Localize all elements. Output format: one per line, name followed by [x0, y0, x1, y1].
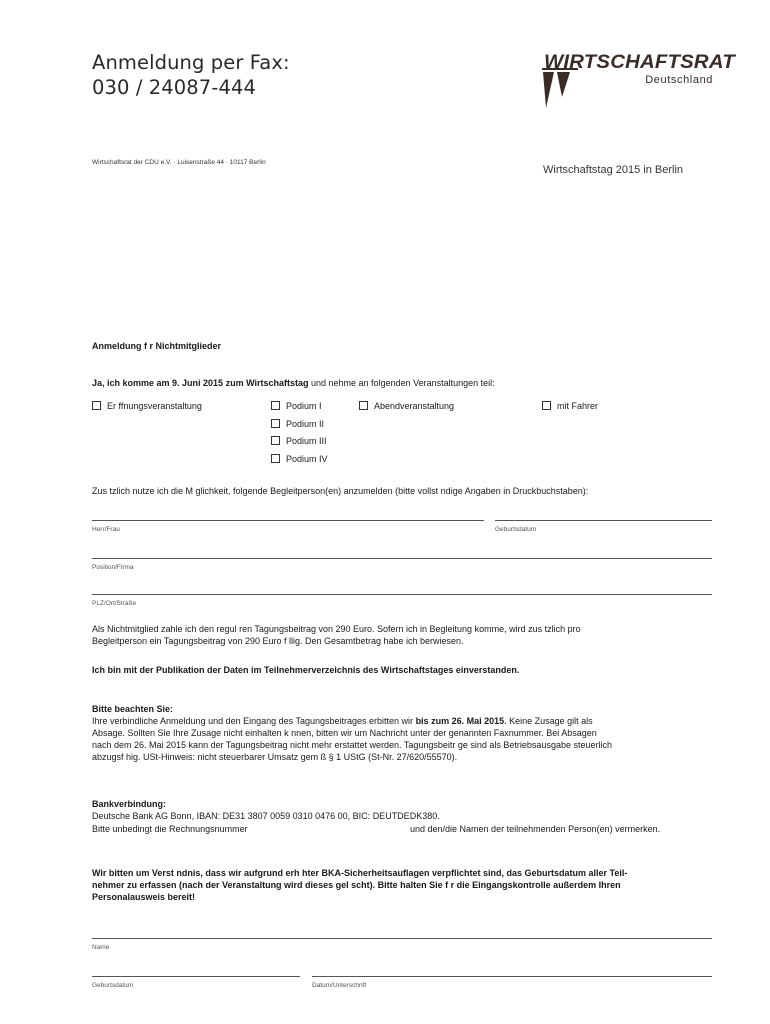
checkbox-fahrer[interactable] [542, 401, 551, 410]
herr-frau-field[interactable] [92, 520, 484, 521]
geburtsdatum-label-2: Geburtsdatum [92, 982, 134, 989]
option-podium-1[interactable] [271, 401, 322, 411]
herr-frau-label: Herr/Frau [92, 526, 120, 533]
security-line-3: Personalausweis bereit! [92, 892, 196, 902]
companion-text: Zus tzlich nutze ich die M glichkeit, folgende Begleitperson(en) anzumelden (bitte vollst ndige Angaben in Druckbuchstaben): [92, 486, 589, 496]
plz-label: PLZ/Ort/Straße [92, 600, 137, 607]
datum-unterschrift-label: Datum/Unterschrift [312, 982, 367, 989]
fee-line-2: Begleitperson ein Tagungsbeitrag von 290 Euro f llig. Den Gesamtbetrag habe ich berwiesen. [92, 636, 464, 646]
note-section [92, 703, 612, 763]
fax-number: 030 / 24087-444 [92, 76, 256, 99]
checkbox-abend[interactable] [359, 401, 368, 410]
option-podium-1-label: Podium I [286, 401, 322, 411]
intro-rest: und nehme an folgenden Veranstaltungen teil: [308, 378, 495, 388]
checkbox-eroeffnung[interactable] [92, 401, 101, 410]
bank-section [92, 798, 440, 822]
fax-line-1: Anmeldung per Fax: [92, 51, 290, 74]
option-abend-label: Abendveranstaltung [374, 401, 455, 411]
consent-text: Ich bin mit der Publikation der Daten im Teilnehmerverzeichnis des Wirtschaftstages einverstanden. [92, 665, 520, 675]
position-field[interactable] [92, 558, 712, 559]
note-line-1 [92, 715, 612, 727]
option-podium-2-label: Podium II [286, 419, 325, 429]
option-fahrer[interactable] [542, 401, 598, 411]
plz-field[interactable] [92, 594, 712, 595]
bank-title: Bankverbindung: [92, 799, 167, 809]
note-line-2: Absage. Sollten Sie Ihre Zusage nicht einhalten k nnen, bitten wir um Nachricht unter der genannten Faxnummer. Bei Absagen [92, 728, 597, 738]
option-abend[interactable] [359, 401, 454, 411]
sender-address: Wirtschaftsrat der CDU e.V. · Luisenstraße 44 · 10117 Berlin [92, 159, 266, 166]
checkbox-podium-1[interactable] [271, 401, 280, 410]
bank-line-2a: Bitte unbedingt die Rechnungsnummer [92, 824, 248, 834]
intro-text [92, 377, 495, 389]
wirtschaftsrat-logo [540, 52, 735, 110]
checkbox-podium-2[interactable] [271, 419, 280, 428]
note-deadline: bis zum 26. Mai 2015 [415, 716, 505, 726]
security-line-1: Wir bitten um Verst ndnis, dass wir aufgrund erh hter BKA-Sicherheitsauflagen verpflichtet sind, das Geburtsdatum aller Teil- [92, 868, 628, 878]
bank-line-1: Deutsche Bank AG Bonn, IBAN: DE31 3807 0059 0310 0476 00, BIC: DEUTDEDK380. [92, 811, 440, 821]
name-field[interactable] [92, 938, 712, 939]
bank-line-2b: und den/die Namen der teilnehmenden Person(en) vermerken. [410, 824, 661, 834]
note-line-1-b: . Keine Zusage gilt als [504, 716, 593, 726]
geburtsdatum-field[interactable] [495, 520, 712, 521]
note-title: Bitte beachten Sie: [92, 704, 174, 714]
option-podium-2[interactable] [271, 419, 324, 429]
option-podium-4-label: Podium IV [286, 454, 328, 464]
form-heading: Anmeldung f r Nichtmitglieder [92, 341, 222, 351]
option-podium-4[interactable] [271, 454, 328, 464]
option-eroeffnung-label: Er ffnungsveranstaltung [107, 401, 202, 411]
position-label: Position/Firma [92, 564, 134, 571]
note-line-4: abzugsf hig. USt-Hinweis: nicht steuerbarer Umsatz gem ß § 1 UStG (St-Nr. 27/620/55570). [92, 752, 458, 762]
geburtsdatum-label: Geburtsdatum [495, 526, 537, 533]
fee-line-1: Als Nichtmitglied zahle ich den regul ren Tagungsbeitrag von 290 Euro. Sofern ich in Begleitung komme, wird zus tzlich pro [92, 624, 581, 634]
security-note [92, 867, 627, 903]
option-fahrer-label: mit Fahrer [557, 401, 599, 411]
event-title: Wirtschaftstag 2015 in Berlin [543, 164, 684, 176]
note-line-3: nach dem 26. Mai 2015 kann der Tagungsbeitrag nicht mehr erstattet werden. Tagungsbeitr ge sind als Betriebsausgabe steuerlich [92, 740, 612, 750]
security-line-2: nehmer zu erfassen (nach der Veranstaltung wird dieses gel scht). Bitte halten Sie f r die Eingangskontrolle außerdem Ihren [92, 880, 621, 890]
fee-text [92, 623, 581, 647]
checkbox-podium-3[interactable] [271, 436, 280, 445]
note-line-1-a: Ihre verbindliche Anmeldung und den Eingang des Tagungsbeitrages erbitten wir [92, 716, 416, 726]
option-eroeffnung[interactable] [92, 401, 202, 411]
logo-subtitle: Deutschland [645, 74, 713, 86]
datum-unterschrift-field[interactable] [312, 976, 712, 977]
option-podium-3-label: Podium III [286, 436, 327, 446]
checkbox-podium-4[interactable] [271, 454, 280, 463]
logo-name: WIRTSCHAFTSRAT [544, 52, 735, 73]
intro-bold: Ja, ich komme am 9. Juni 2015 zum Wirtschaftstag [92, 378, 309, 388]
fax-heading [92, 50, 290, 100]
geburtsdatum-field-2[interactable] [92, 976, 300, 977]
name-label: Name [92, 944, 110, 951]
option-podium-3[interactable] [271, 436, 327, 446]
